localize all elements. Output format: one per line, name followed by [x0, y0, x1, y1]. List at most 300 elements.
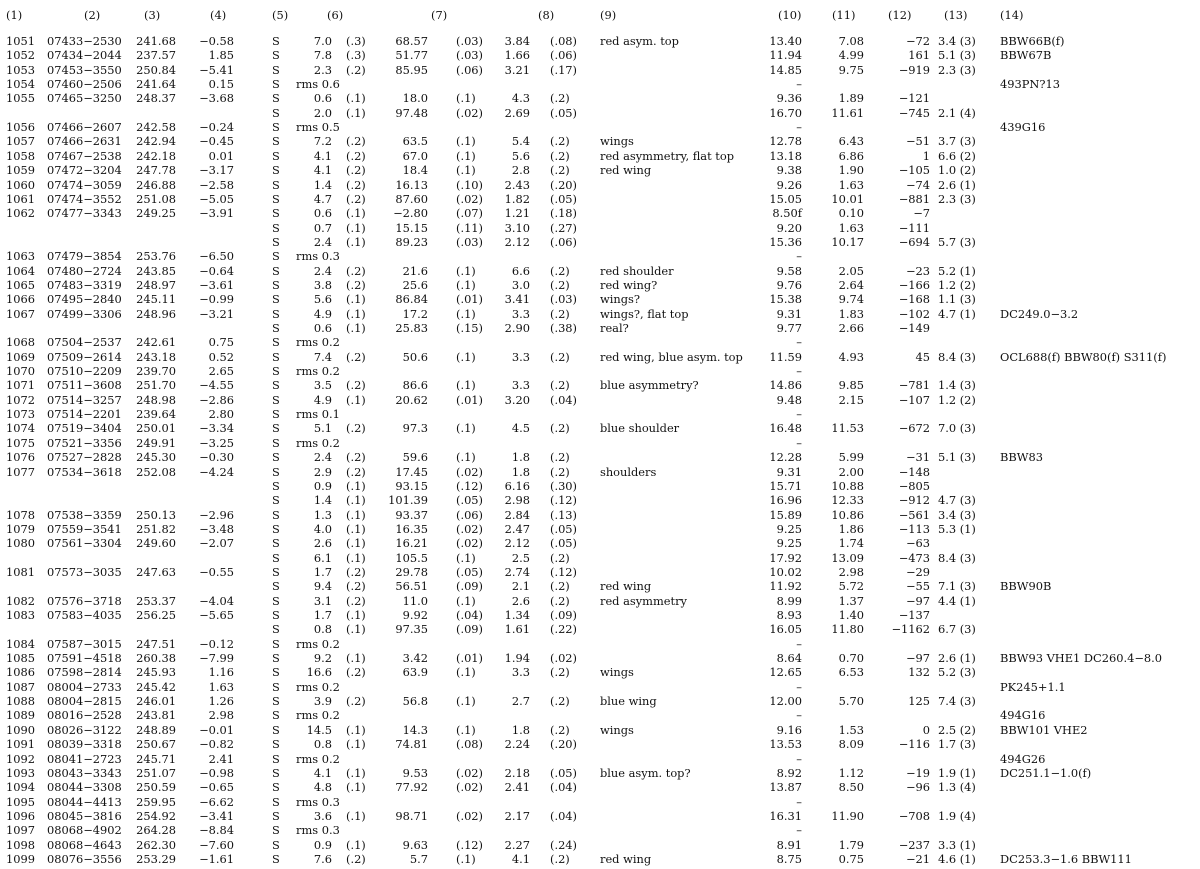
cell-c13: 1.7 (3) — [938, 737, 976, 752]
cell-c9: red asym. top — [600, 34, 679, 48]
cell-c4: −3.41 — [199, 808, 234, 823]
cell-c12: −166 — [898, 277, 930, 292]
cell-c8e: (.05) — [550, 536, 578, 551]
cell-c6v: 5.1 — [313, 421, 332, 436]
cell-c1: 1091 — [6, 737, 35, 752]
table-row — [0, 780, 1200, 794]
cell-c5: S — [272, 651, 280, 666]
cell-c7v: 29.78 — [395, 564, 428, 579]
cell-c11: 6.86 — [838, 148, 864, 163]
cell-c6e: (.1) — [346, 507, 366, 522]
cell-c11: 1.53 — [838, 722, 864, 737]
cell-c3: 242.18 — [136, 148, 176, 163]
cell-c1: 1099 — [6, 851, 35, 866]
cell-c2: 07434−2044 — [47, 48, 122, 63]
cell-c7v: 98.71 — [395, 808, 428, 823]
cell-c4: −0.24 — [199, 120, 234, 135]
cell-c6v: rms 0.1 — [296, 407, 340, 422]
table-row — [0, 307, 1200, 321]
cell-c3: 245.30 — [136, 450, 176, 465]
cell-c12: −116 — [898, 737, 930, 752]
cell-c7v: 93.15 — [395, 478, 428, 493]
cell-c14: DC251.1−1.0(f) — [1000, 765, 1092, 780]
cell-c8e: (.20) — [550, 177, 578, 192]
cell-c8e: (.05) — [550, 191, 578, 206]
cell-c1: 1089 — [6, 708, 35, 723]
cell-c2: 07465−3250 — [47, 91, 122, 106]
table-row — [0, 120, 1200, 134]
cell-c7v: 63.9 — [402, 665, 428, 680]
cell-c8v: 2.6 — [511, 593, 530, 608]
cell-c6e: (.1) — [346, 722, 366, 737]
table-row — [0, 508, 1200, 522]
cell-c10: 16.48 — [769, 421, 802, 436]
cell-c12: 132 — [908, 665, 930, 680]
cell-c5: S — [272, 249, 280, 264]
cell-c10: 12.00 — [769, 694, 802, 709]
cell-c5: S — [272, 722, 280, 737]
table-header-row — [0, 8, 1200, 22]
cell-c1: 1090 — [6, 722, 35, 737]
cell-c8v: 2.98 — [504, 493, 530, 508]
cell-c8e: (.2) — [550, 550, 570, 565]
cell-c8e: (.05) — [550, 105, 578, 120]
cell-c4: −0.12 — [199, 636, 234, 651]
cell-c10: – — [796, 636, 802, 651]
cell-c11: 1.63 — [838, 220, 864, 235]
cell-c7v: 9.63 — [402, 837, 428, 852]
cell-c4: 1.85 — [208, 48, 234, 63]
cell-c5: S — [272, 120, 280, 135]
cell-c5: S — [272, 91, 280, 106]
cell-c4: 2.80 — [208, 407, 234, 422]
cell-c6v: 3.1 — [313, 593, 332, 608]
cell-c7e: (.08) — [456, 737, 484, 752]
table-row — [0, 34, 1200, 48]
cell-c11: 1.83 — [838, 306, 864, 321]
cell-c2: 07538−3359 — [47, 507, 122, 522]
cell-c11: 2.05 — [838, 263, 864, 278]
cell-c1: 1075 — [6, 435, 35, 450]
cell-c11: 2.98 — [838, 564, 864, 579]
cell-c1: 1066 — [6, 292, 35, 307]
table-row — [0, 278, 1200, 292]
cell-c1: 1071 — [6, 378, 35, 393]
cell-c7e: (.03) — [456, 234, 484, 249]
cell-c5: S — [272, 765, 280, 780]
cell-c2: 07483−3319 — [47, 277, 122, 292]
cell-c1: 1055 — [6, 91, 35, 106]
cell-c6v: rms 0.6 — [296, 77, 340, 92]
cell-c10: 11.92 — [769, 579, 802, 594]
cell-c8v: 2.74 — [504, 564, 530, 579]
table-row — [0, 838, 1200, 852]
cell-c9: red asymmetry — [600, 593, 687, 608]
cell-c4: 2.41 — [208, 751, 234, 766]
cell-c12: −72 — [905, 34, 930, 48]
cell-c11: 4.93 — [838, 349, 864, 364]
cell-c10: 9.31 — [776, 306, 802, 321]
cell-c13: 4.6 (1) — [938, 851, 976, 866]
cell-c4: −2.96 — [199, 507, 234, 522]
cell-c4: −1.61 — [199, 851, 234, 866]
cell-c6e: (.1) — [346, 392, 366, 407]
cell-c11: 1.90 — [838, 163, 864, 178]
table-row — [0, 264, 1200, 278]
cell-c4: −3.21 — [199, 306, 234, 321]
cell-c1: 1094 — [6, 780, 35, 795]
cell-c14: 439G16 — [1000, 120, 1046, 135]
cell-c3: 264.28 — [136, 823, 176, 838]
column-header-14: (14) — [1000, 8, 1024, 22]
cell-c8v: 6.6 — [511, 263, 530, 278]
cell-c5: S — [272, 521, 280, 536]
cell-c6v: 16.6 — [306, 665, 332, 680]
cell-c8e: (.24) — [550, 837, 578, 852]
cell-c8e: (.13) — [550, 507, 578, 522]
cell-c14: BBW90B — [1000, 579, 1052, 594]
cell-c12: 45 — [915, 349, 930, 364]
cell-c7v: 63.5 — [402, 134, 428, 149]
table-row — [0, 622, 1200, 636]
cell-c6v: 4.8 — [313, 780, 332, 795]
cell-c12: −919 — [898, 62, 930, 77]
cell-c13: 6.7 (3) — [938, 622, 976, 637]
cell-c7e: (.05) — [456, 564, 484, 579]
cell-c7e: (.01) — [456, 392, 484, 407]
cell-c6v: 1.7 — [313, 564, 332, 579]
cell-c7v: 17.45 — [395, 464, 428, 479]
cell-c1: 1084 — [6, 636, 35, 651]
cell-c5: S — [272, 708, 280, 723]
cell-c10: 8.99 — [776, 593, 802, 608]
cell-c5: S — [272, 608, 280, 622]
column-header-8: (8) — [538, 8, 555, 22]
cell-c2: 07499−3306 — [47, 306, 122, 321]
cell-c9: blue asymmetry? — [600, 378, 699, 393]
cell-c8v: 1.21 — [504, 206, 530, 221]
cell-c9: red shoulder — [600, 263, 674, 278]
cell-c8v: 2.12 — [504, 234, 530, 249]
cell-c2: 07514−2201 — [47, 407, 122, 422]
cell-c1: 1077 — [6, 464, 35, 479]
cell-c10: – — [796, 708, 802, 723]
cell-c10: 12.78 — [769, 134, 802, 149]
cell-c8e: (.17) — [550, 62, 578, 77]
cell-c6v: 0.9 — [313, 837, 332, 852]
table-row — [0, 551, 1200, 565]
cell-c12: −805 — [898, 478, 930, 493]
table-row — [0, 77, 1200, 91]
cell-c1: 1057 — [6, 134, 35, 149]
cell-c7v: 93.37 — [395, 507, 428, 522]
cell-c2: 07559−3541 — [47, 521, 122, 536]
cell-c6v: 4.9 — [313, 306, 332, 321]
cell-c8v: 1.66 — [504, 48, 530, 63]
cell-c10: 9.48 — [776, 392, 802, 407]
cell-c6v: 9.2 — [313, 651, 332, 666]
cell-c4: 1.26 — [208, 694, 234, 709]
cell-c3: 248.98 — [136, 392, 176, 407]
cell-c6v: 7.4 — [313, 349, 332, 364]
cell-c1: 1093 — [6, 765, 35, 780]
cell-c7e: (.1) — [456, 148, 476, 163]
cell-c10: 8.64 — [776, 651, 802, 666]
cell-c3: 248.37 — [136, 91, 176, 106]
cell-c12: −881 — [898, 191, 930, 206]
cell-c11: 1.40 — [838, 608, 864, 622]
cell-c12: −31 — [905, 450, 930, 465]
cell-c2: 07521−3356 — [47, 435, 122, 450]
cell-c10: 9.58 — [776, 263, 802, 278]
cell-c6e: (.2) — [346, 421, 366, 436]
cell-c2: 07509−2614 — [47, 349, 122, 364]
cell-c3: 259.95 — [136, 794, 176, 809]
cell-c8v: 2.43 — [504, 177, 530, 192]
cell-c13: 2.3 (3) — [938, 62, 976, 77]
cell-c11: 2.15 — [838, 392, 864, 407]
cell-c13: 3.4 (3) — [938, 507, 976, 522]
cell-c13: 7.0 (3) — [938, 421, 976, 436]
cell-c12: −55 — [905, 579, 930, 594]
table-row — [0, 321, 1200, 335]
cell-c8e: (.2) — [550, 148, 570, 163]
cell-c11: 1.86 — [838, 521, 864, 536]
cell-c3: 249.25 — [136, 206, 176, 221]
cell-c6v: 1.4 — [313, 177, 332, 192]
cell-c11: 8.09 — [838, 737, 864, 752]
cell-c9: red wing — [600, 163, 652, 178]
cell-c6v: 1.7 — [313, 608, 332, 622]
cell-c13: 2.1 (4) — [938, 105, 976, 120]
cell-c10: 11.94 — [769, 48, 802, 63]
cell-c11: 7.08 — [838, 34, 864, 48]
cell-c5: S — [272, 321, 280, 335]
cell-c8v: 2.5 — [511, 550, 530, 565]
cell-c5: S — [272, 335, 280, 350]
table-row — [0, 823, 1200, 837]
cell-c13: 2.6 (1) — [938, 651, 976, 666]
cell-c5: S — [272, 507, 280, 522]
cell-c3: 247.63 — [136, 564, 176, 579]
cell-c5: S — [272, 277, 280, 292]
cell-c8e: (.2) — [550, 593, 570, 608]
cell-c2: 07433−2530 — [47, 34, 122, 48]
cell-c3: 242.94 — [136, 134, 176, 149]
cell-c9: red wing — [600, 579, 652, 594]
cell-c13: 2.5 (2) — [938, 722, 976, 737]
cell-c7v: 86.84 — [395, 292, 428, 307]
cell-c10: – — [796, 407, 802, 422]
cell-c10: 12.65 — [769, 665, 802, 680]
cell-c6e: (.2) — [346, 177, 366, 192]
cell-c5: S — [272, 636, 280, 651]
cell-c7e: (.02) — [456, 780, 484, 795]
cell-c7e: (.10) — [456, 177, 484, 192]
cell-c2: 08068−4902 — [47, 823, 122, 838]
cell-c12: −97 — [905, 593, 930, 608]
cell-c11: 10.86 — [831, 507, 864, 522]
cell-c11: 10.17 — [831, 234, 864, 249]
cell-c1: 1062 — [6, 206, 35, 221]
cell-c1: 1063 — [6, 249, 35, 264]
cell-c13: 4.4 (1) — [938, 593, 976, 608]
cell-c12: −781 — [898, 378, 930, 393]
cell-c3: 245.42 — [136, 679, 176, 694]
column-header-12: (12) — [888, 8, 912, 22]
cell-c6v: 1.3 — [313, 507, 332, 522]
cell-c8e: (.05) — [550, 765, 578, 780]
cell-c3: 248.96 — [136, 306, 176, 321]
cell-c7e: (.1) — [456, 306, 476, 321]
cell-c3: 241.68 — [136, 34, 176, 48]
cell-c12: −561 — [898, 507, 930, 522]
cell-c12: −237 — [898, 837, 930, 852]
cell-c13: 4.7 (3) — [938, 493, 976, 508]
cell-c14: OCL688(f) BBW80(f) S311(f) — [1000, 349, 1167, 364]
cell-c7v: 97.3 — [402, 421, 428, 436]
cell-c7v: 50.6 — [402, 349, 428, 364]
cell-c3: 250.01 — [136, 421, 176, 436]
cell-c1: 1087 — [6, 679, 35, 694]
cell-c8v: 2.24 — [504, 737, 530, 752]
cell-c8v: 2.8 — [511, 163, 530, 178]
cell-c10: 12.28 — [769, 450, 802, 465]
cell-c13: 8.4 (3) — [938, 349, 976, 364]
cell-c8e: (.12) — [550, 493, 578, 508]
cell-c3: 248.97 — [136, 277, 176, 292]
cell-c4: 2.98 — [208, 708, 234, 723]
cell-c7v: −2.80 — [393, 206, 428, 221]
cell-c6e: (.2) — [346, 593, 366, 608]
cell-c11: 2.00 — [838, 464, 864, 479]
cell-c7e: (.1) — [456, 450, 476, 465]
cell-c3: 237.57 — [136, 48, 176, 63]
cell-c12: 0 — [922, 722, 930, 737]
cell-c9: wings — [600, 665, 634, 680]
cell-c11: 9.75 — [838, 62, 864, 77]
cell-c7e: (.1) — [456, 91, 476, 106]
cell-c8v: 1.34 — [504, 608, 530, 622]
cell-c6e: (.2) — [346, 851, 366, 866]
cell-c6v: 1.4 — [313, 493, 332, 508]
cell-c6v: 0.7 — [313, 220, 332, 235]
cell-c10: 8.75 — [776, 851, 802, 866]
cell-c7v: 9.53 — [402, 765, 428, 780]
cell-c4: 2.65 — [208, 364, 234, 379]
cell-c2: 07495−2840 — [47, 292, 122, 307]
cell-c9: wings — [600, 722, 634, 737]
cell-c11: 1.37 — [838, 593, 864, 608]
cell-c5: S — [272, 450, 280, 465]
cell-c13: 1.1 (3) — [938, 292, 976, 307]
cell-c2: 08044−3308 — [47, 780, 122, 795]
cell-c3: 250.13 — [136, 507, 176, 522]
cell-c10: – — [796, 823, 802, 838]
cell-c9: wings — [600, 134, 634, 149]
cell-c4: −8.84 — [199, 823, 234, 838]
cell-c13: 1.3 (4) — [938, 780, 976, 795]
cell-c8e: (.04) — [550, 808, 578, 823]
cell-c6e: (.1) — [346, 780, 366, 795]
cell-c8e: (.2) — [550, 694, 570, 709]
cell-c10: 9.77 — [776, 321, 802, 335]
cell-c7e: (.15) — [456, 321, 484, 335]
cell-c3: 252.08 — [136, 464, 176, 479]
cell-c3: 253.29 — [136, 851, 176, 866]
cell-c3: 245.71 — [136, 751, 176, 766]
cell-c14: BBW66B(f) — [1000, 34, 1065, 48]
cell-c11: 1.74 — [838, 536, 864, 551]
cell-c13: 1.9 (4) — [938, 808, 976, 823]
cell-c3: 253.76 — [136, 249, 176, 264]
cell-c10: – — [796, 77, 802, 92]
cell-c2: 07460−2506 — [47, 77, 122, 92]
cell-c4: −7.60 — [199, 837, 234, 852]
table-row — [0, 393, 1200, 407]
cell-c4: −6.62 — [199, 794, 234, 809]
cell-c7v: 16.13 — [395, 177, 428, 192]
cell-c10: 15.38 — [769, 292, 802, 307]
cell-c6e: (.1) — [346, 651, 366, 666]
cell-c9: red wing — [600, 851, 652, 866]
cell-c2: 07474−3059 — [47, 177, 122, 192]
column-header-11: (11) — [832, 8, 856, 22]
cell-c7e: (.1) — [456, 665, 476, 680]
cell-c1: 1079 — [6, 521, 35, 536]
cell-c2: 08076−3556 — [47, 851, 122, 866]
cell-c8v: 4.1 — [511, 851, 530, 866]
table-row — [0, 91, 1200, 105]
table-row — [0, 565, 1200, 579]
table-row — [0, 192, 1200, 206]
cell-c2: 08045−3816 — [47, 808, 122, 823]
cell-c2: 08016−2528 — [47, 708, 122, 723]
cell-c11: 9.74 — [838, 292, 864, 307]
cell-c7e: (.02) — [456, 191, 484, 206]
cell-c7e: (.09) — [456, 622, 484, 637]
cell-c5: S — [272, 478, 280, 493]
cell-c5: S — [272, 263, 280, 278]
cell-c7v: 15.15 — [395, 220, 428, 235]
cell-c8e: (.08) — [550, 34, 578, 48]
cell-c8v: 2.84 — [504, 507, 530, 522]
cell-c4: 0.52 — [208, 349, 234, 364]
cell-c6v: rms 0.2 — [296, 636, 340, 651]
cell-c11: 1.12 — [838, 765, 864, 780]
cell-c4: −4.55 — [199, 378, 234, 393]
cell-c6v: rms 0.2 — [296, 335, 340, 350]
cell-c2: 07477−3343 — [47, 206, 122, 221]
cell-c8v: 6.16 — [504, 478, 530, 493]
cell-c8e: (.06) — [550, 48, 578, 63]
cell-c5: S — [272, 392, 280, 407]
cell-c5: S — [272, 234, 280, 249]
cell-c5: S — [272, 349, 280, 364]
cell-c8e: (.2) — [550, 277, 570, 292]
cell-c4: −0.98 — [199, 765, 234, 780]
cell-c1: 1053 — [6, 62, 35, 77]
cell-c10: 9.25 — [776, 521, 802, 536]
cell-c4: −3.25 — [199, 435, 234, 450]
cell-c3: 247.51 — [136, 636, 176, 651]
cell-c2: 08004−2733 — [47, 679, 122, 694]
cell-c8e: (.2) — [550, 450, 570, 465]
cell-c7e: (.07) — [456, 206, 484, 221]
cell-c2: 07453−3550 — [47, 62, 122, 77]
cell-c13: 1.2 (2) — [938, 277, 976, 292]
cell-c5: S — [272, 837, 280, 852]
